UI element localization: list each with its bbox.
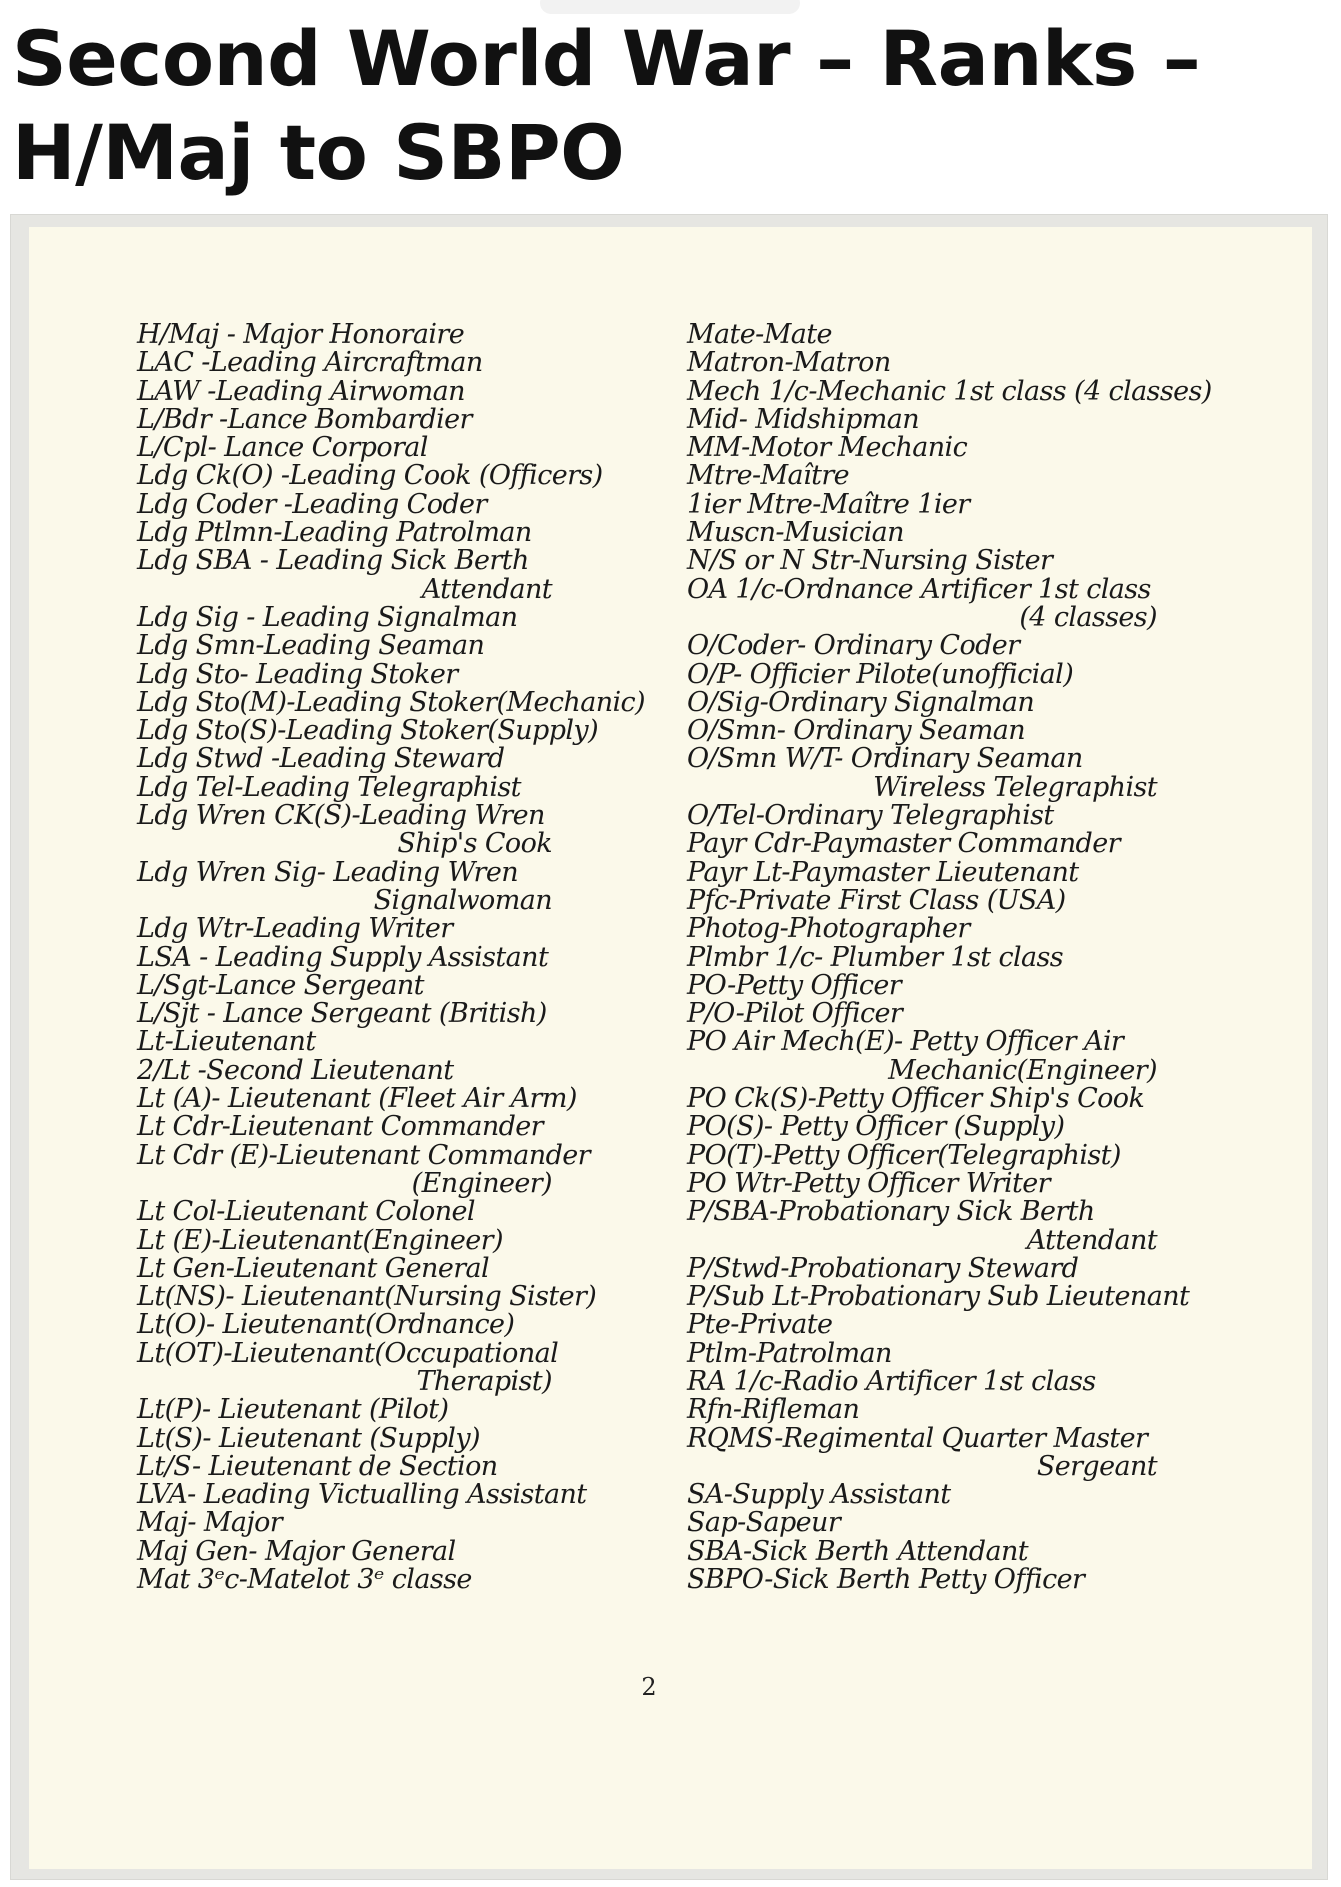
rank-entry: Pfc-Private First Class (USA) <box>687 884 1066 916</box>
rank-entry: Ldg SBA - Leading Sick Berth <box>137 545 529 577</box>
rank-entry: Payr Lt-Paymaster Lieutenant <box>687 856 1079 888</box>
rank-entry: Ldg Wren CK(S)-Leading Wren <box>137 800 545 832</box>
page-number: 2 <box>641 1673 657 1701</box>
rank-entry: Ldg Sto(S)-Leading Stoker(Supply) <box>137 715 599 747</box>
rank-entry: P/O-Pilot Officer <box>687 998 903 1030</box>
rank-entry: Rfn-Rifleman <box>687 1394 860 1426</box>
page-title: Second World War – Ranks – H/Maj to SBPO <box>12 14 1201 197</box>
rank-entry-continuation: Ship's Cook <box>397 828 552 860</box>
rank-entry: Mid- Midshipman <box>687 403 920 435</box>
rank-entry: 2/Lt -Second Lieutenant <box>137 1054 454 1086</box>
rank-entry-continuation: (Engineer) <box>411 1167 552 1199</box>
rank-entry: 1ier Mtre-Maître 1ier <box>687 488 970 520</box>
rank-entry: L/Bdr -Lance Bombardier <box>137 403 472 435</box>
rank-entry-continuation: (4 classes) <box>1019 601 1157 633</box>
rank-entry: Lt/S- Lieutenant de Section <box>137 1450 498 1482</box>
rank-entry-continuation: Sergeant <box>1036 1450 1157 1482</box>
rank-entry: OA 1/c-Ordnance Artificer 1st class <box>687 573 1151 605</box>
rank-entry: Lt(S)- Lieutenant (Supply) <box>137 1422 480 1454</box>
rank-entry: P/Sub Lt-Probationary Sub Lieutenant <box>687 1281 1190 1313</box>
rank-entry: PO Wtr-Petty Officer Writer <box>687 1167 1050 1199</box>
rank-entry: MM-Motor Mechanic <box>687 432 968 464</box>
rank-entry: Plmbr 1/c- Plumber 1st class <box>687 941 1064 973</box>
rank-entry: O/Smn W/T- Ordinary Seaman <box>687 743 1083 775</box>
rank-entry: N/S or N Str-Nursing Sister <box>687 545 1053 577</box>
rank-entry: P/SBA-Probationary Sick Berth <box>687 1196 1095 1228</box>
rank-entry: LVA- Leading Victualling Assistant <box>137 1479 587 1511</box>
rank-entry: Ldg Coder -Leading Coder <box>137 488 487 520</box>
rank-entry: Ldg Smn-Leading Seaman <box>137 630 485 662</box>
rank-entry: PO-Petty Officer <box>687 969 902 1001</box>
rank-entry: Lt (E)-Lieutenant(Engineer) <box>137 1224 503 1256</box>
rank-entry: Lt(O)- Lieutenant(Ordnance) <box>137 1309 515 1341</box>
rank-entry: L/Sgt-Lance Sergeant <box>137 969 424 1001</box>
rank-entry-continuation: Therapist) <box>416 1365 552 1397</box>
document-image-frame <box>10 214 1328 1880</box>
rank-entry: O/Sig-Ordinary Signalman <box>687 686 1035 718</box>
rank-entry: Photog-Photographer <box>687 913 970 945</box>
rank-entry: Payr Cdr-Paymaster Commander <box>687 828 1120 860</box>
rank-entry: PO Ck(S)-Petty Officer Ship's Cook <box>687 1083 1145 1115</box>
rank-entry: Lt(P)- Lieutenant (Pilot) <box>137 1394 449 1426</box>
rank-entry: Lt Gen-Lieutenant General <box>137 1252 490 1284</box>
rank-entry: L/Sjt - Lance Sergeant (British) <box>137 998 547 1030</box>
rank-entry: O/Coder- Ordinary Coder <box>687 630 1020 662</box>
rank-entry: Mat 3ᵉc-Matelot 3ᵉ classe <box>137 1564 472 1596</box>
rank-entry: Ldg Sig - Leading Signalman <box>137 601 518 633</box>
rank-entry: SA-Supply Assistant <box>687 1479 951 1511</box>
abbreviation-list-right-column <box>687 321 1287 1594</box>
rank-entry: Lt(NS)- Lieutenant(Nursing Sister) <box>137 1281 597 1313</box>
document-scan <box>29 227 1312 1869</box>
rank-entry: Lt Cdr (E)-Lieutenant Commander <box>137 1139 590 1171</box>
rank-entry-continuation: Attendant <box>421 573 552 605</box>
rank-entry: PO(T)-Petty Officer(Telegraphist) <box>687 1139 1121 1171</box>
abbreviation-list-left-column <box>137 321 697 1594</box>
rank-entry: O/Tel-Ordinary Telegraphist <box>687 800 1054 832</box>
rank-entry: Ldg Stwd -Leading Steward <box>137 743 505 775</box>
rank-entry: Ldg Ptlmn-Leading Patrolman <box>137 517 532 549</box>
rank-entry: RQMS-Regimental Quarter Master <box>687 1422 1148 1454</box>
rank-entry: O/Smn- Ordinary Seaman <box>687 715 1026 747</box>
rank-entry-continuation: Wireless Telegraphist <box>873 771 1157 803</box>
rank-entry: Sap-Sapeur <box>687 1507 841 1539</box>
rank-entry: Matron-Matron <box>687 347 891 379</box>
rank-entry: Maj- Major <box>137 1507 283 1539</box>
rank-entry: Lt(OT)-Lieutenant(Occupational <box>137 1337 559 1369</box>
rank-entry: Ldg Wtr-Leading Writer <box>137 913 453 945</box>
rank-entry: Ldg Wren Sig- Leading Wren <box>137 856 518 888</box>
rank-entry: Ldg Tel-Leading Telegraphist <box>137 771 521 803</box>
rank-entry: Lt (A)- Lieutenant (Fleet Air Arm) <box>137 1083 577 1115</box>
rank-entry: PO Air Mech(E)- Petty Officer Air <box>687 1026 1124 1058</box>
rank-entry: Mtre-Maître <box>687 460 850 492</box>
rank-entry: Lt Cdr-Lieutenant Commander <box>137 1111 543 1143</box>
rank-entry: RA 1/c-Radio Artificer 1st class <box>687 1365 1096 1397</box>
rank-entry: Ptlm-Patrolman <box>687 1337 892 1369</box>
rank-entry: SBPO-Sick Berth Petty Officer <box>687 1564 1085 1596</box>
rank-entry: O/P- Officier Pilote(unofficial) <box>687 658 1074 690</box>
rank-entry: Muscn-Musician <box>687 517 904 549</box>
rank-entry: LAW -Leading Airwoman <box>137 375 465 407</box>
rank-entry-continuation: Mechanic(Engineer) <box>888 1054 1157 1086</box>
rank-entry: Maj Gen- Major General <box>137 1535 456 1567</box>
rank-entry: LSA - Leading Supply Assistant <box>137 941 549 973</box>
rank-entry: P/Stwd-Probationary Steward <box>687 1252 1079 1284</box>
rank-entry: SBA-Sick Berth Attendant <box>687 1535 1029 1567</box>
rank-entry: L/Cpl- Lance Corporal <box>137 432 428 464</box>
rank-entry: Pte-Private <box>687 1309 833 1341</box>
rank-entry-continuation: Signalwoman <box>373 884 552 916</box>
rank-entry: LAC -Leading Aircraftman <box>137 347 483 379</box>
rank-entry: PO(S)- Petty Officer (Supply) <box>687 1111 1065 1143</box>
rank-entry: Ldg Sto(M)-Leading Stoker(Mechanic) <box>137 686 645 718</box>
rank-entry-continuation: Attendant <box>1026 1224 1157 1256</box>
rank-entry: H/Maj - Major Honoraire <box>137 319 465 350</box>
rank-entry: Mate-Mate <box>687 319 832 350</box>
rank-entry: Lt-Lieutenant <box>137 1026 316 1058</box>
rank-entry: Lt Col-Lieutenant Colonel <box>137 1196 475 1228</box>
rank-entry: Mech 1/c-Mechanic 1st class (4 classes) <box>687 375 1212 407</box>
rank-entry: Ldg Ck(O) -Leading Cook (Officers) <box>137 460 603 492</box>
rank-entry: Ldg Sto- Leading Stoker <box>137 658 458 690</box>
